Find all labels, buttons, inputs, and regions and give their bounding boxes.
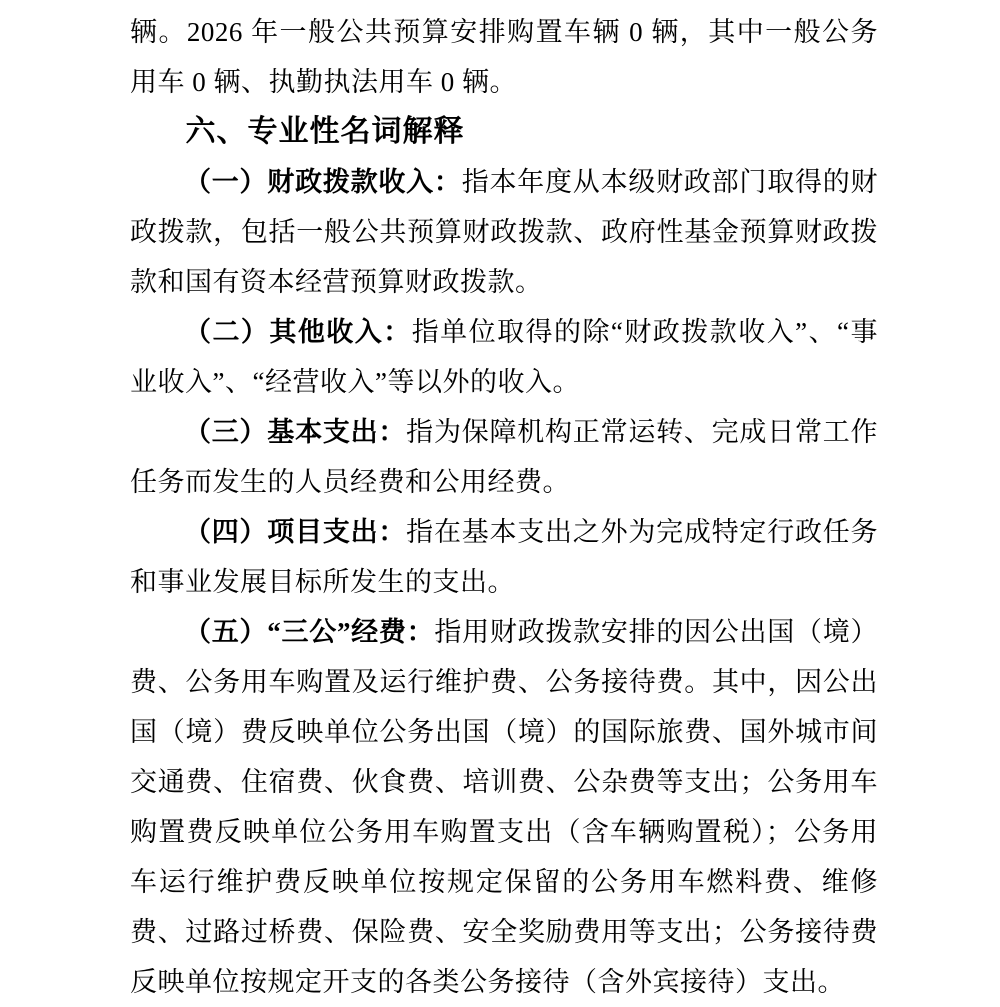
definition-term: （五）“三公”经费： <box>184 617 435 647</box>
section-heading: 六、专业性名词解释 <box>185 115 465 148</box>
definition-paragraph-fiscal-appropriation-income <box>130 157 878 307</box>
definition-term: （三）基本支出： <box>184 417 407 447</box>
intro-paragraph: 辆。2026 年一般公共预算安排购置车辆 0 辆，其中一般公务用车 0 辆、执勤执法用车 0 辆。 <box>130 17 878 97</box>
definition-text: 指单位取得的除“财政拨款收入”、“事业收入”、“经营收入”等以外的收入。 <box>130 317 879 397</box>
definition-text: 指用财政拨款安排的因公出国（境）费、公务用车购置及运行维护费、公务接待费。其中，因公出国（境）费反映单位公务出国（境）的国际旅费、国外城市间交通费、住宿费、伙食费、培训费、公杂费等支出；公务用车购置费反映单位公务用车购置支出（含车辆购置税）；公务用车运行维护费反映单位按规定保留的公务用车燃料费、维修费、过路过桥费、保险费、安全奖励费用等支出；公务接待费反映单位按规定开支的各类公务接待（含外宾接待）支出。 <box>130 617 879 997</box>
definition-paragraph-three-public-funds <box>130 607 878 1007</box>
definition-paragraph-other-income <box>130 307 878 407</box>
definition-paragraph-basic-expenditure <box>130 407 878 507</box>
definition-term: （二）其他收入： <box>184 317 412 347</box>
definition-text: 指在基本支出之外为完成特定行政任务和事业发展目标所发生的支出。 <box>130 517 879 597</box>
definition-paragraph-project-expenditure <box>130 507 878 607</box>
definition-text: 指本年度从本级财政部门取得的财政拨款，包括一般公共预算财政拨款、政府性基金预算财政拨款和国有资本经营预算财政拨款。 <box>130 167 879 297</box>
definition-text: 指为保障机构正常运转、完成日常工作任务而发生的人员经费和公用经费。 <box>130 417 879 497</box>
definition-term: （一）财政拨款收入： <box>184 167 462 197</box>
definition-term: （四）项目支出： <box>184 517 407 547</box>
